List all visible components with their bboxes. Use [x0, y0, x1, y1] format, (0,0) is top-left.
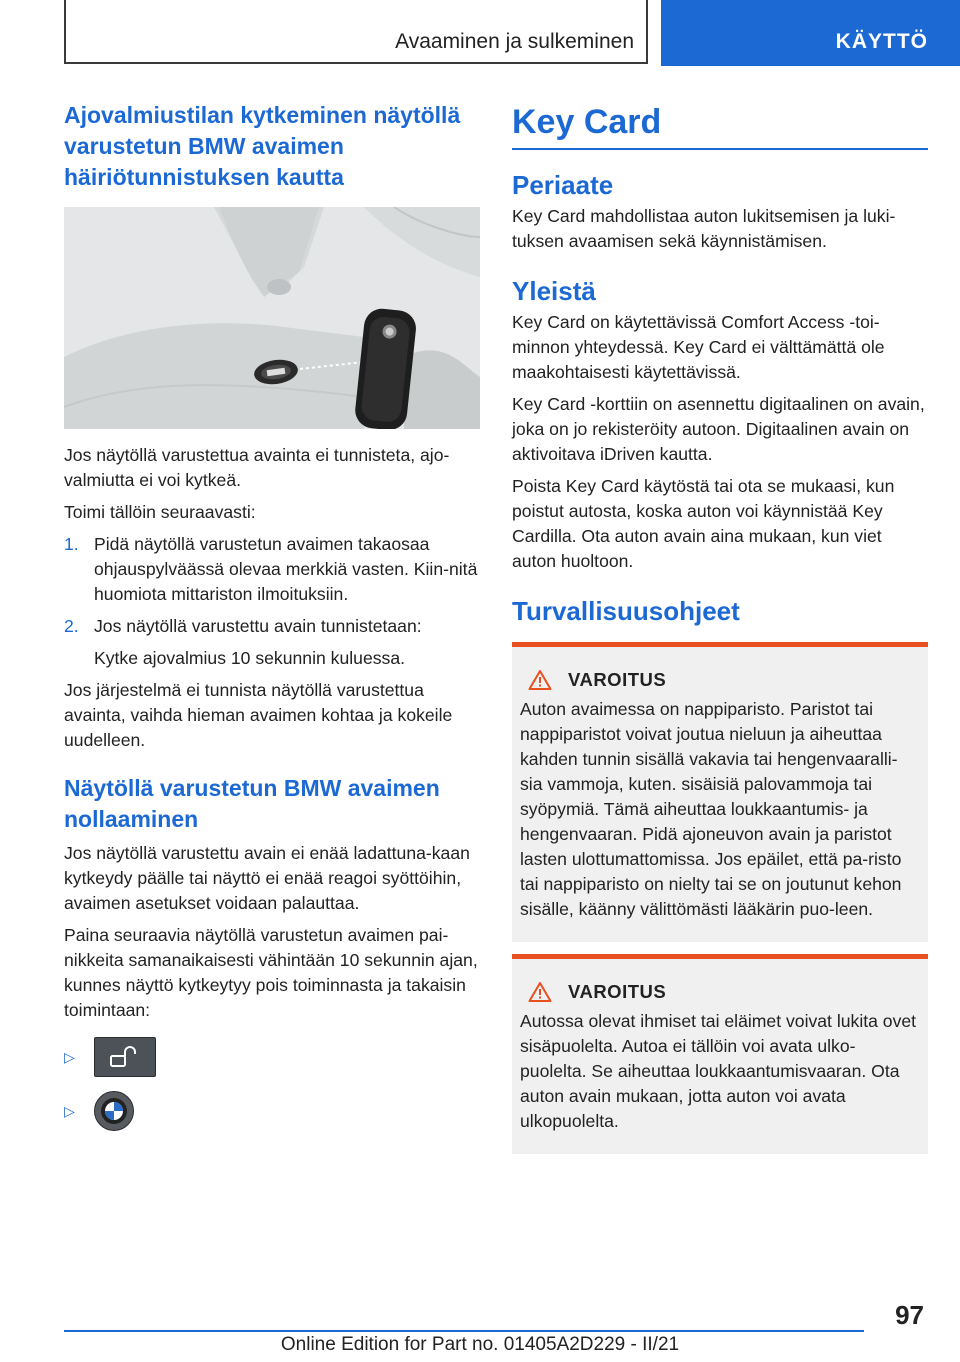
- heading-general: Yleistä: [512, 276, 596, 306]
- warning-title: [520, 669, 920, 691]
- step-number: 1.: [64, 534, 79, 554]
- header-chapter-tab: [661, 0, 960, 66]
- step-2-subtext: Kytke ajovalmius 10 sekunnin kuluessa.: [94, 648, 405, 668]
- title-key-card: Key Card: [512, 100, 928, 150]
- bmw-logo-button-icon: [94, 1091, 134, 1131]
- triangle-marker-icon: ▷: [64, 1102, 75, 1119]
- warning-label: VAROITUS: [568, 669, 667, 690]
- footer-divider: [64, 1330, 864, 1332]
- symbol-row-bmw: [64, 1091, 480, 1131]
- steering-column-key-illustration: [64, 207, 480, 429]
- symbol-row-unlock: [64, 1037, 480, 1077]
- heading-principle: Periaate: [512, 170, 614, 200]
- warning-label: VAROITUS: [568, 981, 667, 1002]
- paragraph-proceed: Toimi tällöin seuraavasti:: [64, 502, 256, 522]
- paragraph-general-3: Poista Key Card käytöstä tai ota se mukaasi, kun poistut autosta, koska auton voi käynnistää Key Cardilla. Ota auton avain aina mukaan, kun viet auton huoltoon.: [512, 476, 895, 571]
- paragraph-general-1: Key Card on käytettävissä Comfort Access ‑toi‐minnon yhteydessä. Key Card ei välttämättä ole maakohtaisesti käytettävissä.: [512, 312, 885, 382]
- warning-text: Auton avaimessa on nappiparisto. Paristot tai nappiparistot voivat joutua nieluun ja aiheuttaa kahden tunnin sisällä vakavia tai hengenvaaralli‐sia vammoja, kuten. sisäisiä palovammoja tai syöpymiä. Tämä aiheuttaa loukkaantumis- ja hengenvaaran. Pidä ajoneuvon avain ja paristot lasten ulottumattomissa. Jos epäilet, että pa‐risto tai nappiparisto on nielty tai se on joutunut kehon sisälle, käänny välittömästi lääkärin puo‐leen.: [520, 699, 902, 919]
- list-item: [64, 614, 480, 639]
- heading-drive-ready-interference: Ajovalmiustilan kytkeminen näytöllä varustetun BMW avaimen häiriötunnistuksen kautta: [64, 102, 461, 190]
- triangle-marker-icon: ▷: [64, 1048, 75, 1065]
- warning-box: [512, 954, 928, 1154]
- list-item: [64, 532, 480, 607]
- paragraph-general-2: Key Card ‑korttiin on asennettu digitaalinen on avain, joka on jo rekisteröity autoon. Digitaalinen avain on aktivoitava iDriven kautta.: [512, 394, 925, 464]
- warning-text: Autossa olevat ihmiset tai eläimet voivat lukita ovet sisäpuolelta. Autoa ei tällöin voi avata ulko‐puolelta. Se aiheuttaa loukkaantumisvaaran. Ota auton avain mukaan, jotta auton voi avata ulkopuolelta.: [520, 1011, 917, 1131]
- header-chapter-title: KÄYTTÖ: [835, 30, 928, 53]
- right-column: [512, 100, 928, 1154]
- warning-triangle-icon: [528, 981, 552, 1003]
- footer-edition: Online Edition for Part no. 01405A2D229 - II/21: [280, 1334, 680, 1355]
- heading-reset-key: Näytöllä varustetun BMW avaimen nollaaminen: [64, 775, 440, 832]
- section-general: [512, 274, 928, 574]
- section-principle: [512, 168, 928, 254]
- paragraph-retry: Jos järjestelmä ei tunnista näytöllä varustettua avainta, vaihda hieman avaimen kohtaa ja kokeile uudelleen.: [64, 680, 453, 750]
- paragraph-key-not-detected: Jos näytöllä varustettua avainta ei tunnisteta, ajo‐valmiutta ei voi kytkeä.: [64, 445, 450, 490]
- warning-triangle-icon: [528, 669, 552, 691]
- step-text: Jos näytöllä varustettu avain tunnistetaan:: [94, 616, 422, 636]
- warning-box: [512, 642, 928, 942]
- section-safety: [512, 594, 928, 1154]
- paragraph-reset-instruction: Paina seuraavia näytöllä varustetun avaimen pai‐nikkeita samanaikaisesti vähintään 10 sekunnin ajan, kunnes näyttö kytkeytyy pois toiminnasta ja takaisin toimintaan:: [64, 925, 478, 1020]
- heading-safety: Turvallisuusohjeet: [512, 596, 740, 626]
- step-number: 2.: [64, 616, 79, 636]
- step-text: Pidä näytöllä varustetun avaimen takaosaa ohjauspylväässä olevaa merkkiä vasten. Kiin‐nitä huomiota mittariston ilmoituksiin.: [94, 534, 478, 604]
- header-section-box: [64, 0, 648, 64]
- illustration-graphic: [64, 207, 480, 429]
- left-column: [64, 100, 480, 1145]
- unlock-button-icon: [94, 1037, 156, 1077]
- paragraph-principle: Key Card mahdollistaa auton lukitsemisen ja luki‐tuksen avaamisen sekä käynnistämisen.: [512, 206, 896, 251]
- paragraph-reset-condition: Jos näytöllä varustettu avain ei enää ladattuna‐kaan kytkeydy päälle tai näyttö ei enää reagoi syöttöihin, avaimen asetukset voidaan palauttaa.: [64, 843, 470, 913]
- warning-title: [520, 981, 920, 1003]
- page-number: 97: [895, 1300, 924, 1330]
- header-section-title: Avaaminen ja sulkeminen: [395, 30, 634, 53]
